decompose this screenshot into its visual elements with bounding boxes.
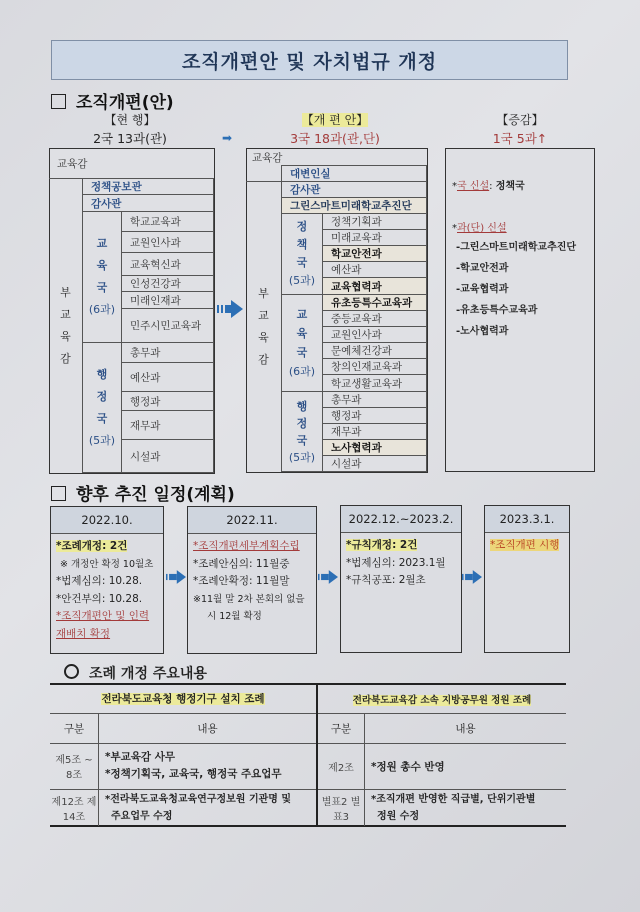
proposed-superintendent: 교육감 <box>252 151 283 164</box>
division-new-line: *과(단) 신설 <box>452 223 507 234</box>
step-item: *조례안확정: 11월말 <box>193 575 290 587</box>
step-item: 시 12월 확정 <box>207 611 262 622</box>
proposed-direct-1: 감사관 <box>281 181 427 198</box>
schedule-step-4 <box>484 505 570 653</box>
ordinance-tables <box>50 683 566 827</box>
proposed-label: 【개 편 안】 <box>301 113 369 127</box>
current-summary: 2국 13과(관) <box>93 131 167 146</box>
change-label: 【증감】 <box>496 113 544 127</box>
division-new: 유초등특수교육과 <box>322 294 427 311</box>
proposed-deputy: 부 교 육 감 <box>246 181 282 472</box>
content-cell: *부교육감 사무 *정책기획국, 교육국, 행정국 주요업무 <box>99 743 317 789</box>
division: 총무과 <box>121 342 214 363</box>
article-cell: 제5조 ~ 8조 <box>50 743 99 789</box>
list-item: -노사협력과 <box>456 326 509 337</box>
bureau-count: (5과) <box>288 274 316 287</box>
ordinance-right-table <box>318 685 566 826</box>
division-new: 교육협력과 <box>322 277 427 295</box>
list-item: -그린스마트미래학교추진단 <box>456 242 577 253</box>
division-new: 노사협력과 <box>322 439 427 456</box>
division: 교원인사과 <box>121 231 214 253</box>
division-new-label: 과(단) 신설 <box>457 223 507 234</box>
circle-bullet-icon <box>64 664 79 679</box>
division: 교육혁신과 <box>121 252 214 276</box>
division: 총무과 <box>322 391 427 408</box>
step-item: *법제심의: 2023.1월 <box>346 556 446 569</box>
checkbox-square-icon <box>51 486 66 501</box>
bureau-count: (5과) <box>88 433 116 447</box>
step-item: *조직개편 시행 <box>490 539 560 551</box>
division: 재무과 <box>121 410 214 440</box>
article-cell: 별표2 별표3 <box>318 789 365 826</box>
current-bureau-education: 교 육 국 (6과) <box>82 211 122 343</box>
schedule-step-1 <box>50 506 164 654</box>
bureau-new-value: 정책국 <box>495 181 525 192</box>
step-item: *조직개편세부계획수립 <box>193 540 300 552</box>
division: 시설과 <box>322 455 427 472</box>
article-cell: 제2조 <box>318 743 365 789</box>
bureau-count: (5과) <box>288 450 316 464</box>
step-item: *안건부의: 10.28. <box>56 592 143 605</box>
ordinance-section-heading <box>64 663 207 683</box>
step-item: ※ 개정안 확정 10월초 <box>60 558 154 570</box>
proposed-bureau-admin: 행 정 국 (5과) <box>281 391 323 472</box>
table-row <box>50 789 316 826</box>
schedule-heading-text: 향후 추진 일정(계획) <box>76 485 235 505</box>
right-table-title-cell <box>318 685 566 713</box>
list-item: -학교안전과 <box>456 263 509 274</box>
proposed-direct-2: 그린스마트미래학교추진단 <box>281 197 427 214</box>
table-row <box>318 743 566 789</box>
table-row <box>318 789 566 826</box>
division: 예산과 <box>322 261 427 278</box>
bureau-new-line: *국 신설: 정책국 <box>452 181 525 192</box>
transition-arrow-icon <box>217 300 243 318</box>
step-item: *규칙개정: 2건 <box>346 539 418 551</box>
bureau-count: (6과) <box>88 303 116 316</box>
step-item: ※11월 말 2차 본회의 없을 <box>193 593 305 605</box>
schedule-step-3 <box>340 505 462 653</box>
division-new-list <box>456 237 576 342</box>
list-item: -유초등특수교육과 <box>456 305 538 316</box>
col-header: 내용 <box>365 713 567 743</box>
current-org-chart <box>49 148 215 474</box>
division: 재무과 <box>322 423 427 440</box>
left-table-title-cell <box>50 685 316 713</box>
col-header: 내용 <box>99 713 317 743</box>
current-deputy: 부 교 육 감 <box>49 178 83 473</box>
division: 창의인재교육과 <box>322 358 427 375</box>
change-summary-box <box>445 148 595 472</box>
step-item: *조직개편안 및 인력 <box>56 610 150 622</box>
schedule-section-heading <box>51 480 235 505</box>
step-item: *조례개정: 2건 <box>56 540 128 552</box>
step-item: *조례안심의: 11월중 <box>193 557 290 570</box>
proposed-spokesperson: 대변인실 <box>281 165 427 182</box>
step-item: 재배치 확정 <box>56 627 111 640</box>
division: 예산과 <box>121 362 214 392</box>
next-arrow-icon <box>318 570 338 584</box>
change-summary: 1국 5과↑ <box>492 131 548 146</box>
content-cell: *정원 총수 반영 <box>365 743 567 789</box>
division: 시설과 <box>121 439 214 473</box>
ordinance-heading-text: 조례 개정 주요내용 <box>89 666 207 682</box>
col-header: 구분 <box>50 713 99 743</box>
current-direct-1: 정책공보관 <box>82 178 214 195</box>
proposed-label-wrap <box>245 111 425 128</box>
step-date: 2022.10. <box>51 507 163 534</box>
step-date: 2022.12.~2023.2. <box>341 506 461 533</box>
current-superintendent: 교육감 <box>49 148 214 179</box>
right-table-title: 전라북도교육감 소속 지방공무원 정원 조례 <box>352 694 532 706</box>
division: 학교생활교육과 <box>322 374 427 392</box>
proposed-bureau-policy: 정 책 국 (5과) <box>281 213 323 295</box>
current-direct-2: 감사관 <box>82 194 214 212</box>
table-row <box>50 743 316 789</box>
step-date: 2023.3.1. <box>485 506 569 533</box>
content-cell: *조직개편 반영한 직급별, 단위기관별 정원 수정 <box>371 793 536 822</box>
list-item: -교육협력과 <box>456 284 509 295</box>
org-section-heading <box>51 88 174 113</box>
division: 미래인재과 <box>121 291 214 309</box>
proposed-bureau-education: 교 육 국 (6과) <box>281 294 323 392</box>
division: 행정과 <box>322 407 427 424</box>
step-item: *규칙공포: 2월초 <box>346 574 426 586</box>
division: 민주시민교육과 <box>121 308 214 343</box>
current-bureau-admin: 행 정 국 (5과) <box>82 342 122 473</box>
next-arrow-icon <box>166 570 186 584</box>
division: 교원인사과 <box>322 326 427 343</box>
division: 인성건강과 <box>121 275 214 292</box>
left-table-title: 전라북도교육청 행정기구 설치 조례 <box>101 693 265 706</box>
col-header: 구분 <box>318 713 365 743</box>
division: 정책기획과 <box>322 213 427 230</box>
document-title: 조직개편안 및 자치법규 개정 <box>51 40 568 80</box>
right-arrow-icon: ➡ <box>222 131 233 145</box>
division: 중등교육과 <box>322 310 427 327</box>
division: 문예체건강과 <box>322 342 427 359</box>
current-label: 【현 행】 <box>104 113 156 127</box>
division: 학교교육과 <box>121 211 214 232</box>
next-arrow-icon <box>462 570 482 584</box>
ordinance-left-table <box>50 685 316 826</box>
article-cell: 제12조 제14조 <box>50 789 99 826</box>
proposed-summary: 3국 18과(관,단) <box>290 131 380 146</box>
proposed-org-chart <box>246 148 428 473</box>
checkbox-square-icon <box>51 94 66 109</box>
bureau-new-label: 국 신설 <box>457 181 490 192</box>
schedule-step-2 <box>187 506 317 654</box>
step-date: 2022.11. <box>188 507 316 534</box>
division: 미래교육과 <box>322 229 427 246</box>
bureau-count: (6과) <box>288 365 316 378</box>
org-section-heading-text: 조직개편(안) <box>76 93 174 113</box>
division-new: 학교안전과 <box>322 245 427 262</box>
division: 행정과 <box>121 391 214 411</box>
step-item: *법제심의: 10.28. <box>56 575 143 587</box>
content-cell: *전라북도교육청교육연구정보원 기관명 및 주요업무 수정 <box>105 793 292 822</box>
